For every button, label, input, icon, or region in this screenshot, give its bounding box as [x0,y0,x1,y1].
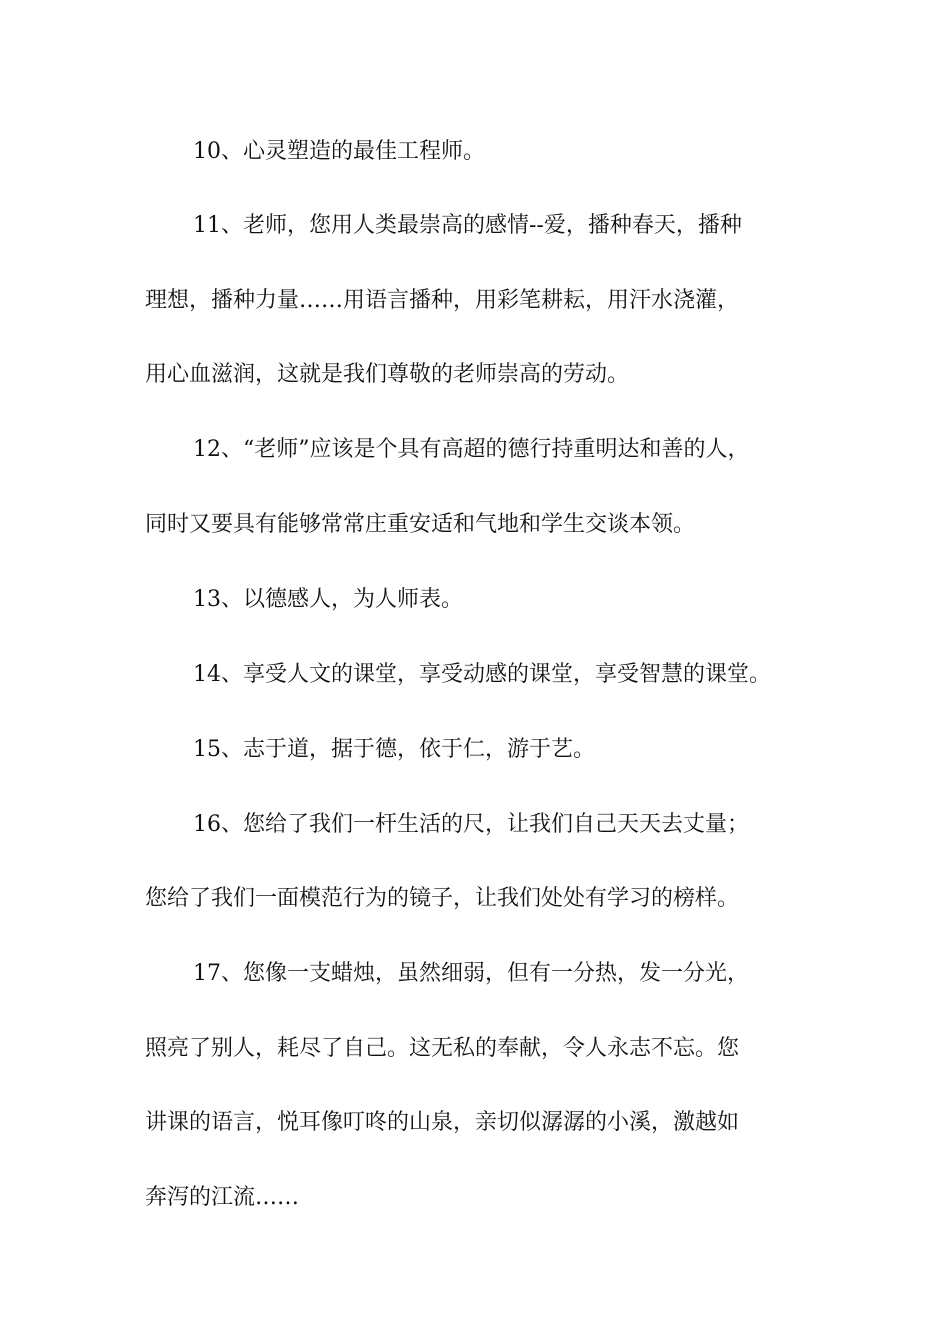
item-17-line-3: 讲课的语言，悦耳像叮咚的山泉，亲切似潺潺的小溪，激越如 [145,1110,740,1135]
item-11-line-2: 理想，播种力量……用语言播种，用彩笔耕耘，用汗水浇灌， [145,288,740,313]
item-15-line-1: 15、志于道，据于德，依于仁，游于艺。 [193,737,595,762]
item-11-line-3: 用心血滋润，这就是我们尊敬的老师崇高的劳动。 [145,362,630,387]
item-13-line-1: 13、以德感人，为人师表。 [193,587,463,612]
item-17-line-4: 奔泻的江流…… [145,1185,300,1210]
item-12-line-1: 12、“老师”应该是个具有高超的德行持重明达和善的人， [193,437,750,462]
item-14-line-1: 14、享受人文的课堂，享受动感的课堂，享受智慧的课堂。 [193,662,771,687]
item-10-line-1: 10、心灵塑造的最佳工程师。 [193,139,485,164]
item-11-line-1: 11、老师，您用人类最崇高的感情--爱，播种春天，播种 [193,213,742,238]
item-16-line-2: 您给了我们一面模范行为的镜子，让我们处处有学习的榜样。 [145,886,740,911]
item-17-line-1: 17、您像一支蜡烛，虽然细弱，但有一分热，发一分光， [193,961,749,986]
item-16-line-1: 16、您给了我们一杆生活的尺，让我们自己天天去丈量； [193,812,749,837]
item-17-line-2: 照亮了别人，耗尽了自己。这无私的奉献，令人永志不忘。您 [145,1036,740,1061]
item-12-line-2: 同时又要具有能够常常庄重安适和气地和学生交谈本领。 [145,512,696,537]
